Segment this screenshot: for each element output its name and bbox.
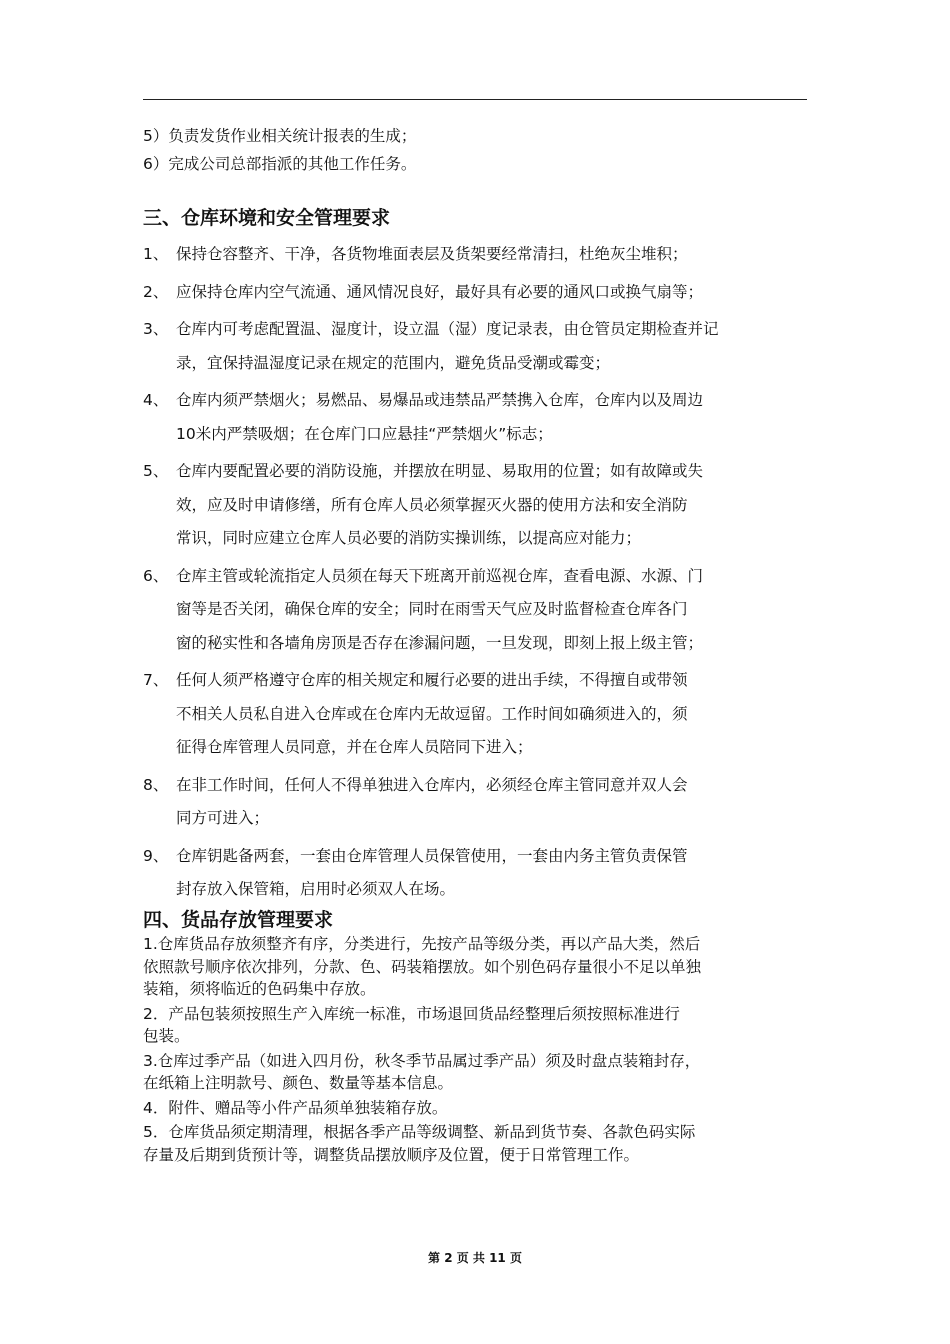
item-text-line: 仓库钥匙备两套，一套由仓库管理人员保管使用，一套由内务主管负责保管 <box>176 846 688 865</box>
paragraph-line: 5．仓库货品须定期清理，根据各季产品等级调整、新品到货节奏、各款色码实际 <box>143 1123 696 1141</box>
section-3-heading: 三、仓库环境和安全管理要求 <box>143 207 391 229</box>
item-text-line: 窗的秘实性和各墙角房顶是否存在渗漏问题，一旦发现，即刻上报上级主管； <box>176 633 704 652</box>
item-text-line: 常识，同时应建立仓库人员必要的消防实操训练，以提高应对能力； <box>176 529 642 547</box>
list-item <box>143 238 807 272</box>
paragraph-line: 装箱，须将临近的色码集中存放。 <box>143 980 376 998</box>
paragraph <box>143 933 807 1001</box>
paragraph-line: 在纸箱上注明款号、颜色、数量等基本信息。 <box>143 1074 454 1092</box>
section-4-body <box>143 933 807 1168</box>
page-footer: 第 2 页 共 11 页 <box>428 1251 522 1265</box>
item-number: 3、 <box>143 320 169 338</box>
item-number: 5、 <box>143 462 169 480</box>
item-text-line: 征得仓库管理人员同意，并在仓库人员陪同下进入； <box>176 738 533 756</box>
item-text-line: 在非工作时间，任何人不得单独进入仓库内，必须经仓库主管同意并双人会 <box>176 775 688 794</box>
paragraph <box>143 1003 807 1048</box>
item-text-line: 应保持仓库内空气流通、通风情况良好，最好具有必要的通风口或换气扇等； <box>176 282 704 301</box>
paragraph-line: 4．附件、赠品等小件产品须单独装箱存放。 <box>143 1098 448 1117</box>
list-item <box>143 313 807 380</box>
list-item: 6）完成公司总部指派的其他工作任务。 <box>143 155 417 173</box>
item-number: 2、 <box>143 282 169 301</box>
list-item <box>143 276 807 310</box>
item-text-line: 效，应及时申请修缮，所有仓库人员必须掌握灭火器的使用方法和安全消防 <box>176 495 688 514</box>
list-item <box>143 664 807 765</box>
item-text-line: 录，宜保持温湿度记录在规定的范围内，避免货品受潮或霉变； <box>176 353 611 372</box>
item-text-line: 不相关人员私自进入仓库或在仓库内无故逗留。工作时间如确须进入的，须 <box>176 704 688 723</box>
section-3-list <box>143 238 807 911</box>
paragraph-line: 1.仓库货品存放须整齐有序，分类进行，先按产品等级分类，再以产品大类，然后 <box>143 935 701 953</box>
paragraph-line: 存量及后期到货预计等，调整货品摆放顺序及位置，便于日常管理工作。 <box>143 1145 640 1164</box>
list-item <box>143 840 807 907</box>
item-text-line: 任何人须严格遵守仓库的相关规定和履行必要的进出手续，不得擅自或带领 <box>176 671 688 689</box>
item-number: 4、 <box>143 391 169 409</box>
header-rule <box>143 99 807 100</box>
item-text-line: 仓库主管或轮流指定人员须在每天下班离开前巡视仓库，查看电源、水源、门 <box>176 566 704 585</box>
item-number: 9、 <box>143 846 169 865</box>
paragraph <box>143 1050 807 1095</box>
item-number: 1、 <box>143 245 169 263</box>
item-text-line: 同方可进入； <box>176 809 270 827</box>
item-text-line: 保持仓容整齐、干净，各货物堆面表层及货架要经常清扫，杜绝灰尘堆积； <box>176 245 688 263</box>
list-item <box>143 769 807 836</box>
section-4-heading: 四、货品存放管理要求 <box>143 909 334 931</box>
item-text-line: 仓库内要配置必要的消防设施，并摆放在明显、易取用的位置；如有故障或失 <box>176 462 704 480</box>
item-text-line: 仓库内可考虑配置温、湿度计，设立温（湿）度记录表，由仓管员定期检查并记 <box>176 320 719 338</box>
item-text-line: 窗等是否关闭，确保仓库的安全；同时在雨雪天气应及时监督检查仓库各门 <box>176 600 688 618</box>
list-item <box>143 455 807 556</box>
list-item <box>143 384 807 451</box>
item-text-line: 仓库内须严禁烟火；易燃品、易爆品或违禁品严禁携入仓库，仓库内以及周边 <box>176 391 704 409</box>
paragraph-line: 3.仓库过季产品（如进入四月份，秋冬季节品属过季产品）须及时盘点装箱封存， <box>143 1051 701 1070</box>
top-list <box>143 122 807 178</box>
paragraph-line: 2．产品包装须按照生产入库统一标准，市场退回货品经整理后须按照标准进行 <box>143 1004 680 1023</box>
list-item <box>143 560 807 661</box>
list-item: 5）负责发货作业相关统计报表的生成； <box>143 127 417 145</box>
item-number: 7、 <box>143 671 169 689</box>
paragraph <box>143 1121 807 1166</box>
item-number: 6、 <box>143 566 169 585</box>
item-number: 8、 <box>143 775 169 794</box>
paragraph <box>143 1097 807 1120</box>
item-text-line: 封存放入保管箱，启用时必须双人在场。 <box>176 880 456 898</box>
item-text-line: 10米内严禁吸烟；在仓库门口应悬挂“严禁烟火”标志； <box>176 424 553 443</box>
paragraph-line: 包装。 <box>143 1027 190 1045</box>
paragraph-line: 依照款号顺序依次排列，分款、色、码装箱摆放。如个别色码存量很小不足以单独 <box>143 957 702 976</box>
